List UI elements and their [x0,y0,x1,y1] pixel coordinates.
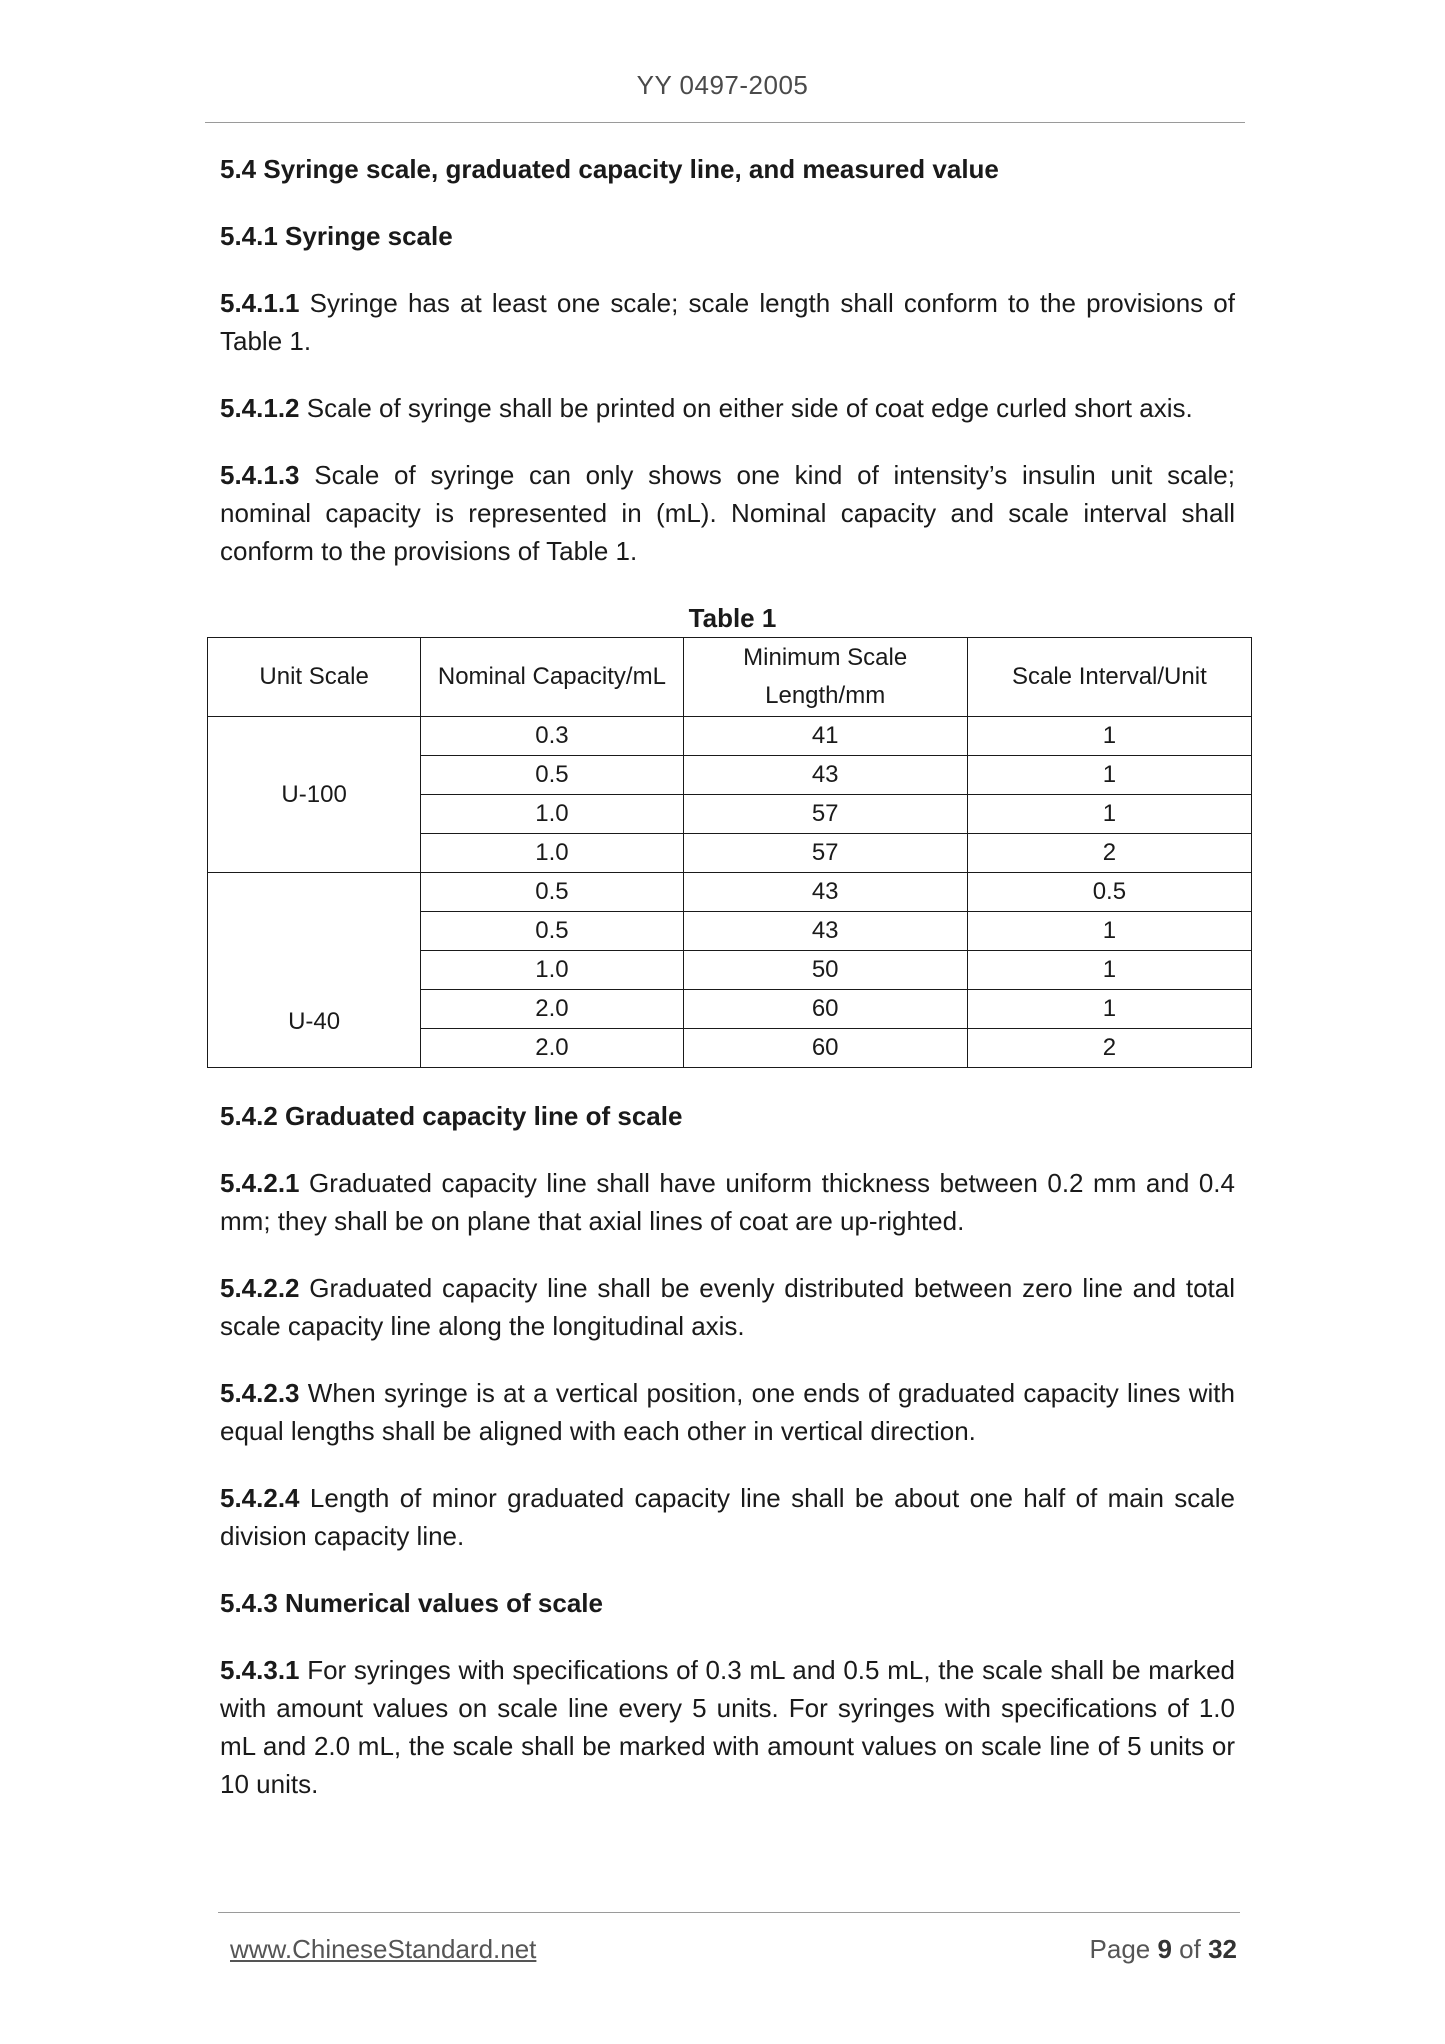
section-5-4-3-heading: 5.4.3 Numerical values of scale [220,1588,603,1618]
clause-5-4-2-4 [220,1479,1235,1555]
clause-5-4-3-1 [220,1651,1235,1803]
table-cell: 2.0 [421,990,683,1029]
clause-text: When syringe is at a vertical position, one ends of graduated capacity lines with equal lengths shall be aligned with each other in vertical direction. [220,1378,1235,1446]
table-cell: 1.0 [421,951,683,990]
clause-text: For syringes with specifications of 0.3 mL and 0.5 mL, the scale shall be marked with amount values on scale line every 5 units. For syringes with specifications of 1.0 mL and 2.0 mL, the scale shall be marked with amount values on scale line of 5 units or 10 units. [220,1655,1235,1799]
clause-text: Length of minor graduated capacity line shall be about one half of main scale division capacity line. [220,1483,1235,1551]
clause-number: 5.4.1.1 [220,288,300,318]
table-cell: 1.0 [421,834,683,873]
header-nominal-capacity: Nominal Capacity/mL [421,638,683,717]
page-content [220,150,1235,1832]
table-cell: 0.5 [421,873,683,912]
clause-5-4-2-2 [220,1269,1235,1345]
table-cell: 0.5 [967,873,1251,912]
page-number [1090,1934,1237,1965]
clause-number: 5.4.3.1 [220,1655,300,1685]
clause-5-4-1-2 [220,389,1235,427]
table-cell: 60 [683,1029,967,1068]
table-cell: 41 [683,717,967,756]
table-cell: 1 [967,756,1251,795]
table-cell: 43 [683,912,967,951]
clause-number: 5.4.2.3 [220,1378,300,1408]
website-link[interactable]: www.ChineseStandard.net [230,1934,537,1964]
clause-number: 5.4.1.2 [220,393,300,423]
header-minimum-scale-length: Minimum Scale Length/mm [683,638,967,717]
clause-number: 5.4.2.4 [220,1483,300,1513]
table-cell: 1 [967,795,1251,834]
table-cell: 0.5 [421,912,683,951]
table-cell: 0.5 [421,756,683,795]
document-header-title: YY 0497-2005 [636,70,809,100]
table-cell: 43 [683,873,967,912]
table-1-caption: Table 1 [688,603,777,633]
table-cell: 57 [683,834,967,873]
clause-5-4-1-1 [220,284,1235,360]
clause-number: 5.4.2.1 [220,1168,300,1198]
clause-text: Scale of syringe shall be printed on either side of coat edge curled short axis. [299,393,1193,423]
clause-text: Scale of syringe can only shows one kind of intensity’s insulin unit scale; nominal capacity is represented in (mL). Nominal capacity and scale interval shall conform to the provisions of Table 1. [220,460,1235,566]
table-cell: 1 [967,951,1251,990]
unit-scale-cell: U-100 [208,717,421,873]
section-5-4-heading: 5.4 Syringe scale, graduated capacity line, and measured value [220,154,999,184]
table-cell: 60 [683,990,967,1029]
table-cell: 2 [967,834,1251,873]
header-divider [205,122,1245,123]
clause-text: Graduated capacity line shall be evenly distributed between zero line and total scale capacity line along the longitudinal axis. [220,1273,1235,1341]
table-cell: 50 [683,951,967,990]
clause-text: Syringe has at least one scale; scale length shall conform to the provisions of Table 1. [220,288,1235,356]
clause-5-4-2-3 [220,1374,1235,1450]
table-cell: 1 [967,990,1251,1029]
page-prefix: Page [1089,1934,1158,1964]
section-5-4-2-heading: 5.4.2 Graduated capacity line of scale [220,1101,683,1131]
clause-5-4-2-1 [220,1164,1235,1240]
unit-scale-cell: U-40 [208,873,421,1068]
table-row [208,873,1252,912]
clause-text: Graduated capacity line shall have uniform thickness between 0.2 mm and 0.4 mm; they shall be on plane that axial lines of coat are up-righted. [220,1168,1235,1236]
footer-divider [218,1912,1240,1913]
page-mid: of [1171,1934,1209,1964]
table-cell: 1 [967,912,1251,951]
page-current: 9 [1157,1934,1172,1964]
clause-5-4-1-3 [220,456,1235,570]
clause-number: 5.4.1.3 [220,460,300,490]
table-cell: 1 [967,717,1251,756]
header-scale-interval: Scale Interval/Unit [967,638,1251,717]
table-1 [207,637,1252,1068]
clause-number: 5.4.2.2 [220,1273,300,1303]
table-header-row [208,638,1252,717]
header-unit-scale: Unit Scale [208,638,421,717]
table-cell: 1.0 [421,795,683,834]
table-cell: 43 [683,756,967,795]
table-row [208,717,1252,756]
table-cell: 2 [967,1029,1251,1068]
section-5-4-1-heading: 5.4.1 Syringe scale [220,221,453,251]
table-cell: 0.3 [421,717,683,756]
table-cell: 2.0 [421,1029,683,1068]
page-total: 32 [1208,1934,1237,1964]
table-cell: 57 [683,795,967,834]
